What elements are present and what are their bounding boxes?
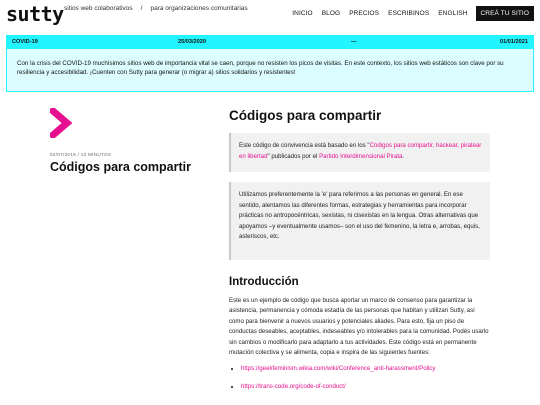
nav-precios[interactable]: PRECIOS — [349, 10, 380, 17]
covid-banner-bar — [6, 35, 534, 48]
main-nav — [283, 6, 534, 21]
nav-escribinos[interactable]: ESCRIBINOS — [388, 10, 430, 17]
source-link-transcode[interactable]: https://trans-code.org/code-of-conduct/ — [241, 383, 346, 391]
attribution-box — [229, 133, 490, 172]
intro-heading: Introducción — [229, 276, 299, 288]
intro-text: Este es un ejemplo de código que busca aportar un marco de consenso para garantizar la asistencia, permanencia y cómoda estadía de las personas que habitan y utilizan Sutty, así como para bienvenir a nuevos usuarios y potenciales aliades. Para esto, fija un piso de conductas deseables, aceptables, indeseables y/o intolerables para la comunidad. Podés usarlo sin cambios o modificarlo para adaptarlo a tus actividades. Este código está en permanente mutación colectiva y se alimenta, copia e inspira de las siguientes fuentes: — [229, 297, 489, 357]
language-note-box: Utilizamos preferentemente la 'e' para referirnos a las personas en general. En ese sentido, alentamos las diferentes formas, estrategias y herramientas para incorporar prácticas no antropocéntricas, sexistas, ni cisexistas en la lengua. Otras alternativas que apoyamos –y eventualmente usamos– son el uso del femenino, la letra e, arrobas, equis, asteriscos, etc. — [229, 182, 490, 260]
list-item — [241, 364, 490, 374]
nav-blog[interactable]: BLOG — [321, 10, 341, 17]
codigos-link[interactable]: Códigos para compartir, hackear, piratear en libertad — [239, 142, 482, 160]
covid-dash: — — [351, 39, 357, 45]
site-tagline — [64, 5, 248, 12]
post-content — [229, 108, 490, 400]
covid-start-date: 25/03/2020 — [178, 39, 206, 45]
post-side-title: Códigos para compartir — [50, 160, 191, 174]
site-logo[interactable]: sutty — [6, 2, 64, 26]
covid-label: COVID-19 — [12, 39, 38, 45]
covid-end-date: 01/01/2021 — [500, 39, 528, 45]
nav-inicio[interactable]: INICIO — [292, 10, 313, 17]
list-item — [241, 382, 490, 392]
attribution-post: . — [402, 152, 405, 160]
tagline-part2: para organizaciones comunitarias — [150, 5, 248, 12]
covid-message: Con la crisis del COVID-19 muchísimos sitios web de importancia vital se caen, porque no resisten los picos de visitas. En este contexto, los sitios web estáticos son clave por su resiliencia y accesibilidad. ¡Cuenten con Sutty para generar (o migrar a) sitios solidarios y resistentes! — [6, 48, 534, 92]
create-site-button[interactable]: CREÁ TU SITIO — [476, 6, 535, 21]
tagline-part1: sitios web colaborativos — [64, 5, 133, 12]
chevron-right-icon — [50, 108, 72, 143]
post-meta: 02/07/2019 / 12 MINUTOS — [50, 152, 112, 157]
post-title: Códigos para compartir — [229, 108, 382, 123]
sources-list — [229, 364, 490, 392]
tagline-separator: / — [140, 5, 143, 12]
attribution-pre: Este código de convivencia está basado en los " — [239, 142, 370, 149]
site-header — [0, 0, 540, 30]
source-link-geekfeminism[interactable]: https://geekfeminism.wikia.com/wiki/Conference_anti-harassment/Policy — [241, 365, 436, 373]
partido-pirata-link[interactable]: Partido Interdimensional Pirata — [319, 152, 403, 160]
nav-english[interactable]: ENGLISH — [438, 10, 468, 17]
attribution-mid: " publicados por el — [267, 152, 320, 160]
